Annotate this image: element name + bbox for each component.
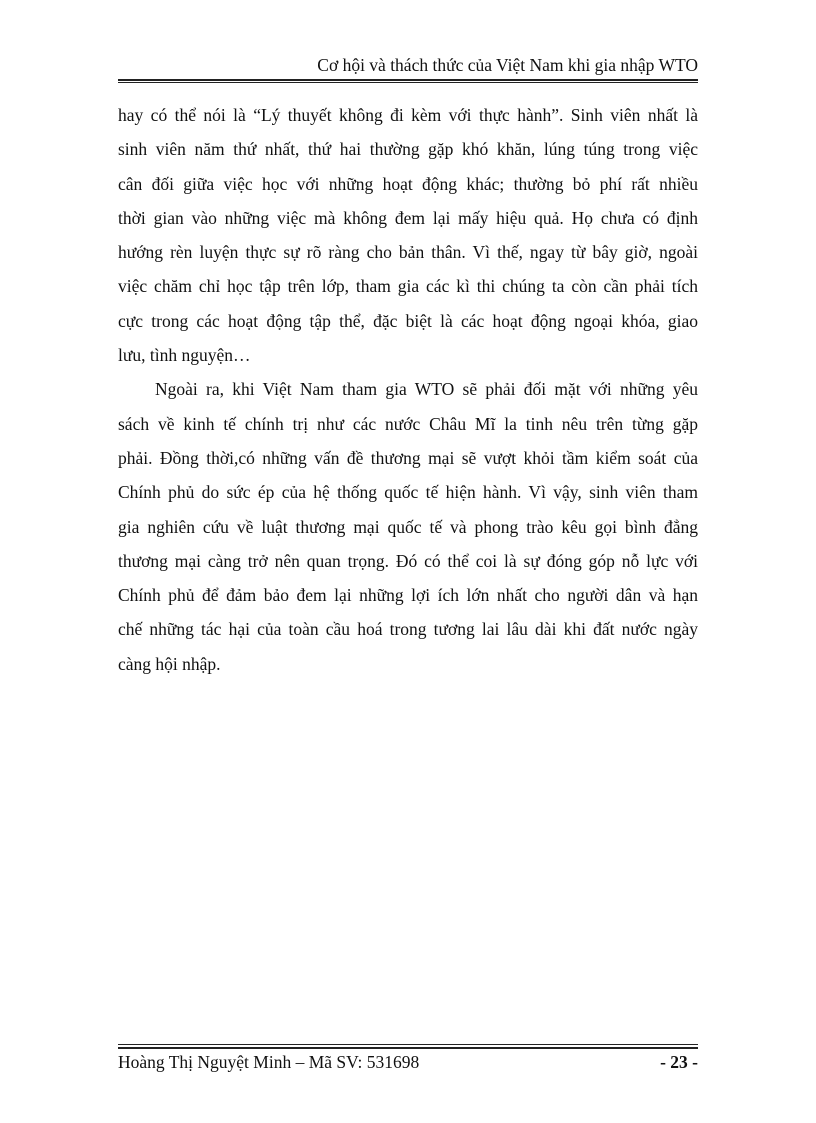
paragraph-line: càng hội nhập.	[118, 653, 221, 674]
paragraph-line: Ngoài ra, khi Việt Nam tham gia WTO sẽ phải đối mặt với những yêu	[155, 379, 698, 400]
footer-rule	[118, 1047, 698, 1049]
paragraph-line: Chính phủ do sức ép của hệ thống quốc tế hiện hành. Vì vậy, sinh viên tham	[118, 482, 698, 503]
footer-author: Hoàng Thị Nguyệt Minh – Mã SV: 531698	[118, 1052, 420, 1072]
paragraph-1	[118, 98, 698, 372]
page-header-title: Cơ hội và thách thức của Việt Nam khi gia nhập WTO	[317, 55, 698, 75]
paragraph-line: sách về kinh tế chính trị như các nước Châu Mĩ la tinh nêu trên từng gặp	[118, 413, 698, 434]
footer-rule-thin	[118, 1044, 698, 1045]
paragraph-2	[118, 372, 698, 681]
paragraph-line: sinh viên năm thứ nhất, thứ hai thường gặp khó khăn, lúng túng trong việc	[118, 139, 698, 160]
paragraph-line: lưu, tình nguyện…	[118, 345, 251, 366]
paragraph-line: phải. Đồng thời,có những vấn đề thương mại sẽ vượt khỏi tầm kiểm soát của	[118, 447, 698, 468]
paragraph-line: cực trong các hoạt động tập thể, đặc biệt là các hoạt động ngoại khóa, giao	[118, 310, 698, 331]
paragraph-line: hay có thể nói là “Lý thuyết không đi kèm với thực hành”. Sinh viên nhất là	[118, 105, 698, 125]
paragraph-line: việc chăm chỉ học tập trên lớp, tham gia các kì thi chúng ta còn cần phải tích	[118, 276, 698, 297]
paragraph-line: cân đối giữa việc học với những hoạt động khác; thường bỏ phí rất nhiều	[118, 173, 698, 194]
paragraph-line: gia nghiên cứu về luật thương mại quốc tế và phong trào kêu gọi bình đẳng	[118, 516, 698, 537]
paragraph-line: chế những tác hại của toàn cầu hoá trong tương lai lâu dài khi đất nước ngày	[118, 619, 698, 640]
page-number: - 23 -	[660, 1052, 698, 1072]
paragraph-line: thương mại càng trở nên quan trọng. Đó có thể coi là sự đóng góp nỗ lực với	[118, 550, 698, 571]
header-rule-thin	[118, 82, 698, 83]
paragraph-line: Chính phủ để đảm bảo đem lại những lợi ích lớn nhất cho người dân và hạn	[118, 585, 698, 606]
header-rule	[118, 79, 698, 81]
body-text	[118, 98, 698, 681]
paragraph-line: thời gian vào những việc mà không đem lại mấy hiệu quả. Họ chưa có định	[118, 207, 698, 228]
paragraph-line: hướng rèn luyện thực sự rõ ràng cho bản thân. Vì thế, ngay từ bây giờ, ngoài	[118, 242, 698, 263]
